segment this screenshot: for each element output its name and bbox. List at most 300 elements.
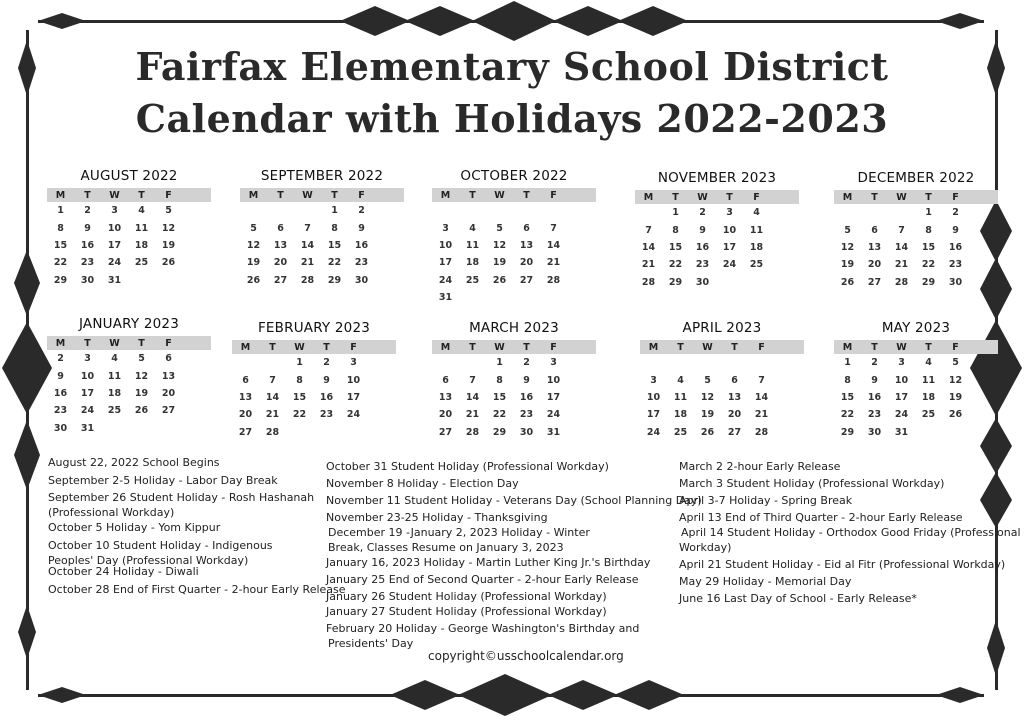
day-cell: 3 [726,207,733,219]
day-cell: 25 [673,426,688,438]
day-cell: 17 [80,387,95,399]
weekday-label: T [138,337,145,349]
day-cell: 24 [646,426,661,438]
day-cell: 2 [871,357,878,369]
day-cell: 10 [722,224,737,236]
weekday-label: F [952,191,959,203]
day-cell: 20 [519,257,534,269]
week-row [232,424,396,441]
day-cell: 3 [550,357,557,369]
diamond-ornament [14,420,40,490]
day-cell: 26 [840,276,855,288]
week-row [640,371,804,388]
day-cell: 24 [107,257,122,269]
day-cell: 17 [546,391,561,403]
day-cell: 8 [296,374,303,386]
week-row [834,256,998,273]
day-cell: 23 [53,405,68,417]
diamond-ornament [18,605,36,659]
day-cell: 16 [519,391,534,403]
event-line: October 10 Student Holiday - Indigenous [48,539,273,552]
week-row [432,389,596,406]
day-cell: 6 [731,374,738,386]
day-cell: 29 [327,274,342,286]
day-cell: 26 [246,274,261,286]
month-name: MARCH 2023 [469,320,559,336]
day-cell: 27 [273,274,288,286]
weekday-header [47,336,211,350]
day-cell: 26 [134,405,149,417]
day-cell: 26 [948,409,963,421]
day-cell: 8 [331,222,338,234]
week-row [834,239,998,256]
week-row [47,237,211,254]
day-cell: 16 [80,239,95,251]
day-cell: 13 [161,370,176,382]
page-title: Fairfax Elementary School District [135,44,889,89]
day-cell: 25 [749,259,764,271]
day-cell: 16 [53,387,68,399]
day-cell: 14 [754,391,769,403]
day-cell: 18 [749,241,764,253]
day-cell: 15 [668,241,683,253]
week-row [47,420,211,437]
day-cell: 3 [84,353,91,365]
weekday-label: T [469,189,476,201]
day-cell: 7 [469,374,476,386]
diamond-ornament [458,674,552,716]
day-cell: 21 [894,259,909,271]
month-calendar [232,320,396,441]
day-cell: 28 [300,274,315,286]
day-cell: 18 [465,257,480,269]
event-line: Presidents' Day [328,637,414,650]
weekday-header [834,190,998,204]
weekday-header [240,188,404,202]
day-cell: 19 [134,387,149,399]
event-line: October 28 End of First Quarter - 2-hour Early Release [48,583,346,596]
day-cell: 17 [346,391,361,403]
day-cell: 15 [292,391,307,403]
weekday-header [640,340,804,354]
day-cell: 7 [304,222,311,234]
event-line: March 3 Student Holiday (Professional Workday) [679,477,945,490]
day-cell: 23 [319,409,334,421]
diamond-ornament [618,6,688,36]
day-cell: 19 [161,239,176,251]
week-row [432,237,596,254]
day-cell: 11 [107,370,122,382]
day-cell: 11 [134,222,149,234]
day-cell: 21 [754,409,769,421]
day-cell: 27 [727,426,742,438]
day-cell: 30 [53,422,68,434]
week-row [640,389,804,406]
weekday-label: W [494,341,505,353]
weekday-label: F [550,189,557,201]
week-row [232,371,396,388]
diamond-ornament [936,687,984,703]
day-cell: 23 [695,259,710,271]
day-cell: 19 [492,257,507,269]
day-cell: 11 [673,391,688,403]
event-line: January 26 Student Holiday (Professional Workday) [326,590,607,603]
weekday-label: F [350,341,357,353]
weekday-header [232,340,396,354]
month-name: DECEMBER 2022 [857,170,975,186]
weekday-label: W [109,337,120,349]
day-cell: 4 [677,374,684,386]
day-cell: 9 [952,224,959,236]
day-cell: 6 [442,374,449,386]
day-cell: 10 [546,374,561,386]
month-calendar [240,168,404,289]
day-cell: 10 [346,374,361,386]
day-cell: 24 [80,405,95,417]
weekday-label: M [842,191,853,203]
day-cell: 13 [867,241,882,253]
day-cell: 7 [550,222,557,234]
day-cell: 2 [358,205,365,217]
day-cell: 22 [327,257,342,269]
month-name: SEPTEMBER 2022 [260,168,384,184]
day-cell: 30 [519,426,534,438]
week-row [834,406,998,423]
day-cell: 22 [840,409,855,421]
month-name: OCTOBER 2022 [460,168,568,184]
day-cell: 14 [641,241,656,253]
day-cell: 8 [672,224,679,236]
day-cell: 30 [80,274,95,286]
weekday-header [432,188,596,202]
weekday-label: T [469,341,476,353]
weekday-label: T [677,341,684,353]
month-calendar [47,168,211,289]
events-column-2 [326,459,702,651]
day-cell: 24 [894,409,909,421]
weekday-label: T [925,191,932,203]
weekday-label: W [494,189,505,201]
day-cell: 12 [246,239,261,251]
day-cell: 2 [699,207,706,219]
event-line: May 29 Holiday - Memorial Day [679,575,852,588]
day-cell: 4 [753,207,760,219]
day-cell: 21 [465,409,480,421]
weekday-label: T [323,341,330,353]
day-cell: 12 [948,374,963,386]
day-cell: 20 [438,409,453,421]
event-line: December 19 -January 2, 2023 Holiday - Winter [328,526,590,539]
month-calendar [640,320,804,441]
diamond-ornament [390,680,460,710]
day-cell: 6 [871,224,878,236]
day-cell: 28 [265,426,280,438]
weekday-label: T [277,189,284,201]
week-row [834,371,998,388]
day-cell: 9 [523,374,530,386]
diamond-ornament [936,13,984,29]
weekday-label: F [165,189,172,201]
weekday-label: T [731,341,738,353]
day-cell: 18 [673,409,688,421]
day-cell: 27 [161,405,176,417]
day-cell: 24 [546,409,561,421]
day-cell: 16 [695,241,710,253]
week-row [432,254,596,271]
day-cell: 22 [292,409,307,421]
weekday-label: M [648,341,659,353]
day-cell: 12 [134,370,149,382]
day-cell: 5 [844,224,851,236]
day-cell: 12 [700,391,715,403]
day-cell: 16 [319,391,334,403]
day-cell: 14 [894,241,909,253]
weekday-label: W [896,191,907,203]
weekday-label: T [726,191,733,203]
weekday-label: M [240,341,251,353]
week-row [834,424,998,441]
day-cell: 25 [465,274,480,286]
day-cell: 23 [867,409,882,421]
month-name: APRIL 2023 [682,320,762,336]
day-cell: 21 [546,257,561,269]
day-cell: 10 [107,222,122,234]
week-row [834,274,998,291]
diamond-ornament [614,680,684,710]
diamond-ornament [340,6,410,36]
day-cell: 23 [519,409,534,421]
day-cell: 12 [840,241,855,253]
week-row [47,254,211,271]
day-cell: 22 [492,409,507,421]
week-row [47,350,211,367]
day-cell: 28 [641,276,656,288]
weekday-label: M [248,189,259,201]
day-cell: 4 [111,353,118,365]
day-cell: 17 [107,239,122,251]
weekday-label: T [269,341,276,353]
day-cell: 27 [519,274,534,286]
week-row [432,371,596,388]
day-cell: 24 [346,409,361,421]
event-line: September 2-5 Holiday - Labor Day Break [48,474,278,487]
event-line: October 24 Holiday - Diwali [48,565,199,578]
day-cell: 8 [844,374,851,386]
week-row [432,219,596,236]
day-cell: 23 [948,259,963,271]
day-cell: 5 [496,222,503,234]
event-line: April 21 Student Holiday - Eid al Fitr (Professional Workday) [679,558,1006,571]
diamond-ornament [472,1,556,41]
day-cell: 1 [925,207,932,219]
week-row [232,354,396,371]
week-row [47,202,211,219]
event-line: April 14 Student Holiday - Orthodox Good Friday (Professional [681,526,1021,539]
day-cell: 26 [161,257,176,269]
day-cell: 8 [496,374,503,386]
week-row [232,389,396,406]
day-cell: 2 [57,353,64,365]
day-cell: 16 [867,391,882,403]
day-cell: 14 [265,391,280,403]
day-cell: 20 [161,387,176,399]
week-row [232,406,396,423]
weekday-label: T [138,189,145,201]
weekday-label: M [440,341,451,353]
day-cell: 13 [438,391,453,403]
day-cell: 16 [354,239,369,251]
day-cell: 11 [465,239,480,251]
weekday-label: F [952,341,959,353]
events-column-1 [48,455,346,597]
week-row [640,424,804,441]
week-row [432,289,596,306]
weekday-label: W [109,189,120,201]
day-cell: 28 [894,276,909,288]
diamond-ornament [987,620,1005,676]
day-cell: 30 [354,274,369,286]
day-cell: 28 [754,426,769,438]
day-cell: 16 [948,241,963,253]
weekday-label: M [55,189,66,201]
day-cell: 14 [465,391,480,403]
day-cell: 15 [53,239,68,251]
event-line: January 16, 2023 Holiday - Martin Luther King Jr.'s Birthday [326,556,651,569]
day-cell: 31 [546,426,561,438]
day-cell: 1 [57,205,64,217]
day-cell: 17 [646,409,661,421]
event-line: October 5 Holiday - Yom Kippur [48,521,221,534]
day-cell: 30 [948,276,963,288]
day-cell: 20 [867,259,882,271]
diamond-ornament [14,250,40,316]
day-cell: 4 [469,222,476,234]
day-cell: 22 [668,259,683,271]
day-cell: 9 [323,374,330,386]
day-cell: 31 [80,422,95,434]
month-calendar [432,168,596,306]
day-cell: 14 [300,239,315,251]
weekday-label: F [753,191,760,203]
day-cell: 18 [921,391,936,403]
weekday-header [635,190,799,204]
day-cell: 7 [269,374,276,386]
week-row [834,354,998,371]
weekday-label: W [302,189,313,201]
diamond-ornament [548,680,618,710]
day-cell: 15 [921,241,936,253]
week-row [240,219,404,236]
weekday-label: M [842,341,853,353]
day-cell: 27 [867,276,882,288]
day-cell: 7 [898,224,905,236]
day-cell: 1 [331,205,338,217]
day-cell: 11 [921,374,936,386]
weekday-label: T [871,341,878,353]
week-row [47,402,211,419]
weekday-label: T [84,189,91,201]
month-name: MAY 2023 [881,320,951,336]
day-cell: 27 [438,426,453,438]
day-cell: 27 [238,426,253,438]
day-cell: 19 [246,257,261,269]
week-row [432,202,596,219]
day-cell: 10 [894,374,909,386]
day-cell: 3 [650,374,657,386]
day-cell: 31 [107,274,122,286]
event-line: February 20 Holiday - George Washington's Birthday and [326,622,640,635]
day-cell: 10 [646,391,661,403]
week-row [635,204,799,221]
weekday-label: W [896,341,907,353]
day-cell: 9 [871,374,878,386]
day-cell: 13 [238,391,253,403]
event-line: October 31 Student Holiday (Professional Workday) [326,460,609,473]
day-cell: 23 [80,257,95,269]
month-calendar [834,170,998,291]
day-cell: 9 [699,224,706,236]
week-row [432,354,596,371]
week-row [834,389,998,406]
day-cell: 22 [921,259,936,271]
weekday-label: T [523,341,530,353]
event-line: January 25 End of Second Quarter - 2-hour Early Release [326,573,639,586]
day-cell: 20 [727,409,742,421]
day-cell: 15 [492,391,507,403]
day-cell: 26 [700,426,715,438]
weekday-header [834,340,998,354]
day-cell: 19 [700,409,715,421]
copyright-notice: copyright©usschoolcalendar.org [428,649,624,663]
day-cell: 31 [894,426,909,438]
day-cell: 20 [238,409,253,421]
day-cell: 19 [840,259,855,271]
month-name: AUGUST 2022 [80,168,178,184]
event-line: Workday) [679,541,732,554]
day-cell: 9 [84,222,91,234]
weekday-label: T [523,189,530,201]
month-name: NOVEMBER 2023 [657,170,777,186]
month-name: JANUARY 2023 [78,316,179,332]
week-row [47,385,211,402]
day-cell: 10 [80,370,95,382]
day-cell: 22 [53,257,68,269]
weekday-label: F [165,337,172,349]
week-row [240,202,404,219]
day-cell: 25 [107,405,122,417]
day-cell: 15 [327,239,342,251]
day-cell: 6 [523,222,530,234]
month-calendar [47,316,211,437]
weekday-header [47,188,211,202]
week-row [47,272,211,289]
day-cell: 28 [546,274,561,286]
day-cell: 21 [641,259,656,271]
week-row [432,272,596,289]
day-cell: 30 [695,276,710,288]
weekday-label: W [697,191,708,203]
day-cell: 29 [53,274,68,286]
week-row [640,406,804,423]
weekday-label: F [358,189,365,201]
day-cell: 6 [242,374,249,386]
event-line: March 2 2-hour Early Release [679,460,841,473]
event-line: November 8 Holiday - Election Day [326,477,519,490]
month-calendar [635,170,799,291]
day-cell: 30 [867,426,882,438]
day-cell: 21 [265,409,280,421]
day-cell: 24 [438,274,453,286]
